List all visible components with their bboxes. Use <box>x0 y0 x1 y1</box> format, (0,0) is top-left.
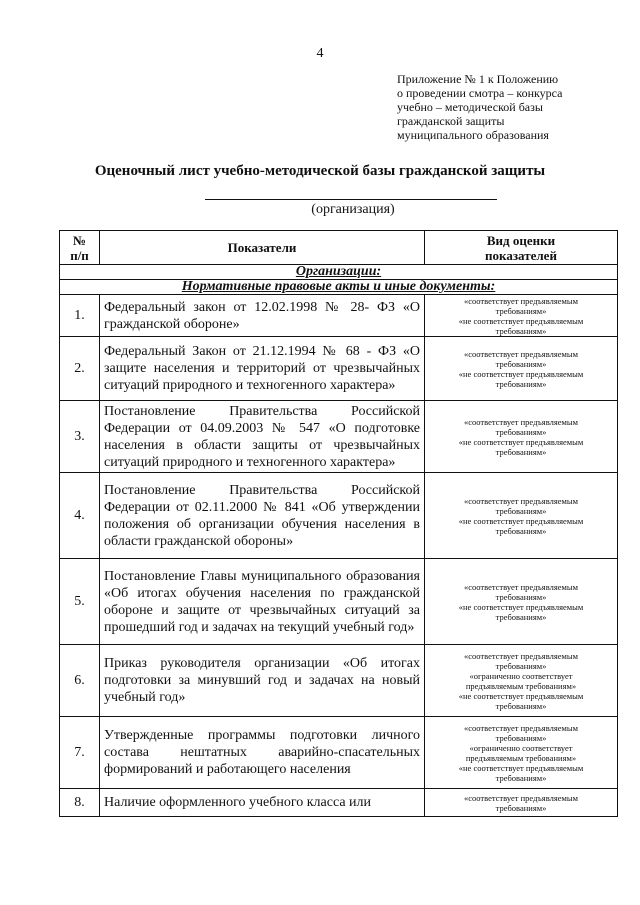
table-row <box>60 717 618 789</box>
section-title: Нормативные правовые акты и иные документы: <box>60 280 618 295</box>
grade-option-line: «не соответствует предъявляемым <box>458 515 584 526</box>
grade-option-line: «не соответствует предъявляемым <box>458 762 584 773</box>
organization-caption: (организация) <box>311 202 395 217</box>
appendix-line: Приложение № 1 к Положению <box>397 72 559 86</box>
evaluation-table <box>59 230 618 817</box>
appendix-line: учебно – методической базы <box>397 100 543 114</box>
header-number <box>60 231 100 265</box>
table-row <box>60 789 618 817</box>
document-title: Оценочный лист учебно-методической базы гражданской защиты <box>94 163 546 179</box>
row-grade-options <box>425 559 618 645</box>
row-indicator: Постановление Правительства Российской Федерации от 04.09.2003 № 547 «О подготовке населения в области защиты от чрезвычайных ситуаций природного и техногенного характера» <box>100 401 425 473</box>
grade-option-line: требованиям» <box>495 505 547 516</box>
section-title: Организации: <box>60 265 618 280</box>
grade-option-line: требованиям» <box>495 591 547 602</box>
row-indicator: Утвержденные программы подготовки личного состава нештатных аварийно-спасательных формирований и работающего населения <box>100 717 425 789</box>
grade-option-line: «ограниченно соответствует <box>469 742 573 753</box>
header-number-line: № <box>72 232 87 248</box>
page-number: 4 <box>316 46 324 61</box>
row-number: 4. <box>60 473 100 559</box>
grade-option-line: требованиям» <box>495 802 547 813</box>
row-indicator: Наличие оформленного учебного класса или <box>100 789 425 817</box>
header-indicators: Показатели <box>100 231 425 265</box>
row-grade-options <box>425 789 618 817</box>
grade-option-line: предъявляемым требованиям» <box>465 752 577 763</box>
grade-option-line: требованиям» <box>495 660 547 671</box>
grade-option-line: «соответствует предъявляемым <box>463 295 579 306</box>
table-row <box>60 645 618 717</box>
row-grade-options <box>425 401 618 473</box>
table-row <box>60 295 618 337</box>
grade-option-line: требованиям» <box>495 525 547 536</box>
appendix-line: муниципального образования <box>397 128 549 142</box>
section-row <box>60 265 618 280</box>
header-grade-line: Вид оценки <box>486 232 556 248</box>
grade-option-line: «соответствует предъявляемым <box>463 722 579 733</box>
section-row <box>60 280 618 295</box>
grade-option-line: «соответствует предъявляемым <box>463 792 579 803</box>
organization-blank-line <box>205 199 497 200</box>
row-grade-options <box>425 473 618 559</box>
header-grade-line: показателей <box>485 247 557 263</box>
row-grade-options <box>425 717 618 789</box>
row-grade-options <box>425 645 618 717</box>
row-indicator: Федеральный закон от 12.02.1998 № 28- ФЗ «О гражданской обороне» <box>100 295 425 337</box>
grade-option-line: «соответствует предъявляемым <box>463 650 579 661</box>
table-row <box>60 559 618 645</box>
row-indicator: Приказ руководителя организации «Об итогах подготовки за минувший год и задачах на новый учебный год» <box>100 645 425 717</box>
row-indicator: Постановление Главы муниципального образования «Об итогах обучения населения по гражданской обороне и защите от чрезвычайных ситуаций за прошедший год и задачах на текущий учебный год» <box>100 559 425 645</box>
table-row <box>60 337 618 401</box>
grade-option-line: требованиям» <box>495 700 547 711</box>
row-number: 6. <box>60 645 100 717</box>
grade-option-line: требованиям» <box>495 732 547 743</box>
grade-option-line: требованиям» <box>495 378 547 389</box>
grade-option-line: «соответствует предъявляемым <box>463 495 579 506</box>
grade-option-line: требованиям» <box>495 325 547 336</box>
row-indicator: Постановление Правительства Российской Федерации от 02.11.2000 № 841 «Об утверждении положения об организации обучения населения в области гражданской обороны» <box>100 473 425 559</box>
grade-option-line: требованиям» <box>495 611 547 622</box>
table-row <box>60 401 618 473</box>
grade-option-line: «соответствует предъявляемым <box>463 416 579 427</box>
row-grade-options <box>425 337 618 401</box>
row-number: 3. <box>60 401 100 473</box>
row-number: 5. <box>60 559 100 645</box>
grade-option-line: предъявляемым требованиям» <box>465 680 577 691</box>
grade-option-line: «соответствует предъявляемым <box>463 348 579 359</box>
grade-option-line: требованиям» <box>495 358 547 369</box>
grade-option-line: «ограниченно соответствует <box>469 670 573 681</box>
grade-option-line: «соответствует предъявляемым <box>463 581 579 592</box>
grade-option-line: требованиям» <box>495 446 547 457</box>
row-number: 8. <box>60 789 100 817</box>
row-number: 7. <box>60 717 100 789</box>
grade-option-line: «не соответствует предъявляемым <box>458 315 584 326</box>
grade-option-line: «не соответствует предъявляемым <box>458 436 584 447</box>
row-indicator: Федеральный Закон от 21.12.1994 № 68 - ФЗ «О защите населения и территорий от чрезвычайных ситуаций природного и техногенного характера» <box>100 337 425 401</box>
grade-option-line: требованиям» <box>495 426 547 437</box>
grade-option-line: «не соответствует предъявляемым <box>458 368 584 379</box>
appendix-line: гражданской защиты <box>397 114 505 128</box>
appendix-line: о проведении смотра – конкурса <box>397 86 563 100</box>
grade-option-line: требованиям» <box>495 772 547 783</box>
grade-option-line: «не соответствует предъявляемым <box>458 690 584 701</box>
header-number-line: п/п <box>70 247 89 263</box>
grade-option-line: «не соответствует предъявляемым <box>458 601 584 612</box>
appendix-note <box>397 72 627 142</box>
row-number: 1. <box>60 295 100 337</box>
table-header-row <box>60 231 618 265</box>
row-number: 2. <box>60 337 100 401</box>
grade-option-line: требованиям» <box>495 305 547 316</box>
row-grade-options <box>425 295 618 337</box>
header-grade <box>425 231 618 265</box>
table-row <box>60 473 618 559</box>
